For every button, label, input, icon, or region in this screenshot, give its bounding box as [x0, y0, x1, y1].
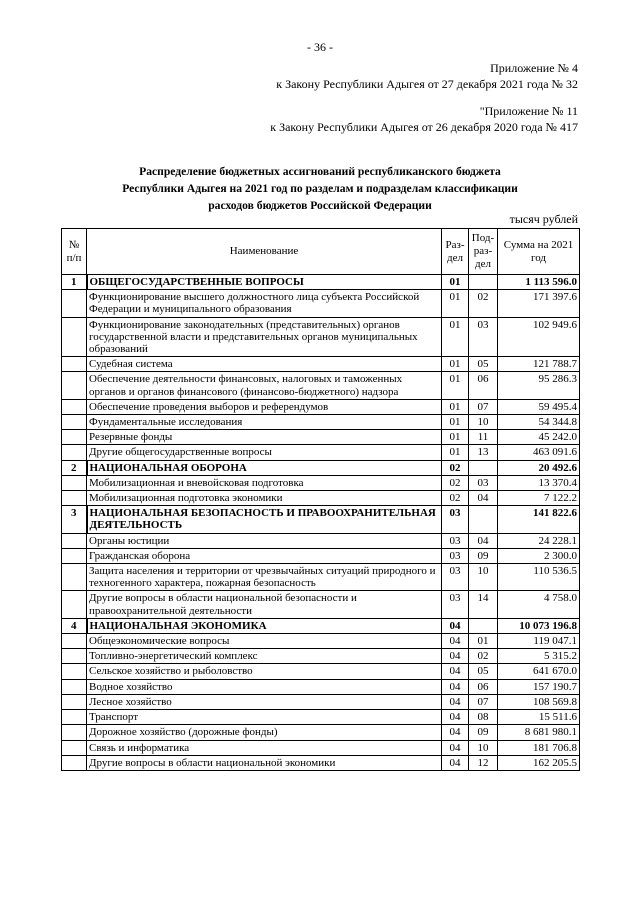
- row-number: [62, 445, 87, 460]
- row-podrazdel: 09: [469, 548, 498, 563]
- original-appendix-number: "Приложение № 11: [479, 104, 578, 118]
- table-row: [62, 372, 580, 399]
- row-podrazdel: 10: [469, 415, 498, 430]
- row-name: НАЦИОНАЛЬНАЯ ОБОРОНА: [87, 460, 442, 475]
- row-razdel: 04: [442, 740, 469, 755]
- row-razdel: 04: [442, 725, 469, 740]
- row-name: Судебная система: [87, 357, 442, 372]
- appendix-header: [276, 60, 578, 92]
- row-name: НАЦИОНАЛЬНАЯ БЕЗОПАСНОСТЬ И ПРАВООХРАНИТЕЛЬНАЯ ДЕЯТЕЛЬНОСТЬ: [87, 506, 442, 533]
- table-row: [62, 475, 580, 490]
- row-razdel: 04: [442, 664, 469, 679]
- row-name: Функционирование высшего должностного лица субъекта Российской Федерации и муниципального образования: [87, 290, 442, 317]
- row-number: [62, 679, 87, 694]
- row-sum: 2 300.0: [498, 548, 580, 563]
- row-name: Органы юстиции: [87, 533, 442, 548]
- row-podrazdel: 13: [469, 445, 498, 460]
- row-sum: 463 091.6: [498, 445, 580, 460]
- table-row: [62, 415, 580, 430]
- title-line: Республики Адыгея на 2021 год по разделам и подразделам классификации: [122, 182, 518, 195]
- row-razdel: 01: [442, 430, 469, 445]
- row-razdel: 01: [442, 445, 469, 460]
- row-podrazdel: 02: [469, 649, 498, 664]
- row-razdel: 03: [442, 548, 469, 563]
- row-podrazdel: 03: [469, 317, 498, 357]
- table-row: [62, 357, 580, 372]
- row-sum: 171 397.6: [498, 290, 580, 317]
- row-name: Дорожное хозяйство (дорожные фонды): [87, 725, 442, 740]
- row-sum: 8 681 980.1: [498, 725, 580, 740]
- row-razdel: 02: [442, 460, 469, 475]
- table-row: [62, 430, 580, 445]
- row-razdel: 03: [442, 591, 469, 618]
- row-number: [62, 564, 87, 591]
- row-number: [62, 710, 87, 725]
- row-name: ОБЩЕГОСУДАРСТВЕННЫЕ ВОПРОСЫ: [87, 275, 442, 290]
- budget-table: [61, 228, 580, 771]
- row-sum: 119 047.1: [498, 634, 580, 649]
- row-sum: 157 190.7: [498, 679, 580, 694]
- row-podrazdel: 01: [469, 634, 498, 649]
- row-podrazdel: 09: [469, 725, 498, 740]
- row-razdel: 03: [442, 506, 469, 533]
- row-podrazdel: 11: [469, 430, 498, 445]
- header-razdel: Раз-дел: [442, 229, 469, 275]
- row-razdel: 03: [442, 564, 469, 591]
- row-name: Общеэкономические вопросы: [87, 634, 442, 649]
- row-sum: 121 788.7: [498, 357, 580, 372]
- row-podrazdel: 05: [469, 357, 498, 372]
- row-number: [62, 649, 87, 664]
- table-row: [62, 317, 580, 357]
- row-name: Другие вопросы в области национальной безопасности и правоохранительной деятельности: [87, 591, 442, 618]
- row-razdel: 01: [442, 357, 469, 372]
- row-name: Гражданская оборона: [87, 548, 442, 563]
- row-name: Лесное хозяйство: [87, 694, 442, 709]
- row-number: 3: [62, 506, 87, 533]
- table-row: [62, 710, 580, 725]
- row-podrazdel: 07: [469, 694, 498, 709]
- row-sum: 20 492.6: [498, 460, 580, 475]
- row-razdel: 01: [442, 399, 469, 414]
- row-razdel: 02: [442, 491, 469, 506]
- row-razdel: 03: [442, 533, 469, 548]
- table-row: [62, 649, 580, 664]
- appendix-law-reference: к Закону Республики Адыгея от 27 декабря 2021 года № 32: [276, 77, 578, 91]
- document-title: [60, 163, 580, 214]
- row-razdel: 04: [442, 618, 469, 633]
- row-number: [62, 372, 87, 399]
- row-razdel: 01: [442, 317, 469, 357]
- table-row: [62, 755, 580, 770]
- row-number: [62, 475, 87, 490]
- row-number: [62, 755, 87, 770]
- table-row: [62, 399, 580, 414]
- row-podrazdel: 07: [469, 399, 498, 414]
- row-number: [62, 491, 87, 506]
- row-name: НАЦИОНАЛЬНАЯ ЭКОНОМИКА: [87, 618, 442, 633]
- row-razdel: 01: [442, 275, 469, 290]
- row-number: [62, 548, 87, 563]
- row-razdel: 04: [442, 710, 469, 725]
- row-podrazdel: 05: [469, 664, 498, 679]
- row-podrazdel: 12: [469, 755, 498, 770]
- row-podrazdel: 06: [469, 372, 498, 399]
- row-number: [62, 415, 87, 430]
- row-name: Мобилизационная и вневойсковая подготовка: [87, 475, 442, 490]
- row-sum: 15 511.6: [498, 710, 580, 725]
- row-podrazdel: 02: [469, 290, 498, 317]
- row-podrazdel: 06: [469, 679, 498, 694]
- table-row: [62, 740, 580, 755]
- row-razdel: 04: [442, 694, 469, 709]
- row-sum: 10 073 196.8: [498, 618, 580, 633]
- row-sum: 95 286.3: [498, 372, 580, 399]
- row-razdel: 04: [442, 755, 469, 770]
- table-row: [62, 548, 580, 563]
- row-sum: 4 758.0: [498, 591, 580, 618]
- row-podrazdel: [469, 275, 498, 290]
- header-sum: Сумма на 2021 год: [498, 229, 580, 275]
- row-sum: 102 949.6: [498, 317, 580, 357]
- row-sum: 24 228.1: [498, 533, 580, 548]
- row-sum: 7 122.2: [498, 491, 580, 506]
- original-law-reference: к Закону Республики Адыгея от 26 декабря 2020 года № 417: [270, 120, 578, 134]
- row-number: [62, 290, 87, 317]
- section-row: [62, 618, 580, 633]
- row-sum: 54 344.8: [498, 415, 580, 430]
- row-name: Защита населения и территории от чрезвычайных ситуаций природного и техногенного характера, пожарная безопасность: [87, 564, 442, 591]
- row-number: [62, 399, 87, 414]
- row-sum: 5 315.2: [498, 649, 580, 664]
- table-row: [62, 725, 580, 740]
- row-number: 1: [62, 275, 87, 290]
- row-name: Сельское хозяйство и рыболовство: [87, 664, 442, 679]
- row-name: Транспорт: [87, 710, 442, 725]
- row-sum: 162 205.5: [498, 755, 580, 770]
- row-podrazdel: 04: [469, 533, 498, 548]
- row-number: [62, 694, 87, 709]
- row-razdel: 02: [442, 475, 469, 490]
- table-row: [62, 445, 580, 460]
- table-row: [62, 491, 580, 506]
- row-podrazdel: 10: [469, 564, 498, 591]
- row-number: [62, 664, 87, 679]
- units-label: тысяч рублей: [509, 212, 578, 226]
- row-podrazdel: 14: [469, 591, 498, 618]
- table-row: [62, 564, 580, 591]
- title-line: расходов бюджетов Российской Федерации: [208, 199, 432, 212]
- row-number: [62, 740, 87, 755]
- row-sum: 59 495.4: [498, 399, 580, 414]
- table-header-row: [62, 229, 580, 275]
- row-number: [62, 357, 87, 372]
- row-number: [62, 533, 87, 548]
- row-number: [62, 634, 87, 649]
- row-razdel: 04: [442, 634, 469, 649]
- table-row: [62, 290, 580, 317]
- row-sum: 1 113 596.0: [498, 275, 580, 290]
- row-number: [62, 591, 87, 618]
- row-razdel: 01: [442, 415, 469, 430]
- table-row: [62, 591, 580, 618]
- original-appendix-header: [270, 103, 578, 135]
- row-razdel: 04: [442, 679, 469, 694]
- row-name: Мобилизационная подготовка экономики: [87, 491, 442, 506]
- table-row: [62, 533, 580, 548]
- row-podrazdel: 10: [469, 740, 498, 755]
- row-number: [62, 725, 87, 740]
- row-name: Обеспечение деятельности финансовых, налоговых и таможенных органов и органов финансового (финансово-бюджетного) надзора: [87, 372, 442, 399]
- row-name: Связь и информатика: [87, 740, 442, 755]
- row-number: [62, 317, 87, 357]
- row-sum: 110 536.5: [498, 564, 580, 591]
- row-razdel: 01: [442, 372, 469, 399]
- row-number: 2: [62, 460, 87, 475]
- row-sum: 13 370.4: [498, 475, 580, 490]
- row-name: Резервные фонды: [87, 430, 442, 445]
- header-podrazdel: Под-раз-дел: [469, 229, 498, 275]
- row-number: 4: [62, 618, 87, 633]
- row-sum: 141 822.6: [498, 506, 580, 533]
- table-row: [62, 679, 580, 694]
- row-number: [62, 430, 87, 445]
- row-name: Водное хозяйство: [87, 679, 442, 694]
- section-row: [62, 275, 580, 290]
- row-podrazdel: 08: [469, 710, 498, 725]
- page-number: - 36 -: [307, 40, 333, 54]
- row-razdel: 01: [442, 290, 469, 317]
- section-row: [62, 506, 580, 533]
- appendix-number: Приложение № 4: [490, 61, 578, 75]
- header-name: Наименование: [87, 229, 442, 275]
- row-name: Другие вопросы в области национальной экономики: [87, 755, 442, 770]
- row-name: Обеспечение проведения выборов и референдумов: [87, 399, 442, 414]
- row-sum: 641 670.0: [498, 664, 580, 679]
- row-name: Другие общегосударственные вопросы: [87, 445, 442, 460]
- row-podrazdel: [469, 460, 498, 475]
- title-line: Распределение бюджетных ассигнований республиканского бюджета: [139, 165, 501, 178]
- section-row: [62, 460, 580, 475]
- row-sum: 108 569.8: [498, 694, 580, 709]
- header-number: № п/п: [62, 229, 87, 275]
- row-sum: 181 706.8: [498, 740, 580, 755]
- table-row: [62, 694, 580, 709]
- table-row: [62, 634, 580, 649]
- row-podrazdel: [469, 618, 498, 633]
- row-razdel: 04: [442, 649, 469, 664]
- row-name: Функционирование законодательных (представительных) органов государственной власти и представительных органов муниципальных образований: [87, 317, 442, 357]
- table-body: [62, 275, 580, 771]
- row-name: Топливно-энергетический комплекс: [87, 649, 442, 664]
- row-podrazdel: 03: [469, 475, 498, 490]
- row-sum: 45 242.0: [498, 430, 580, 445]
- row-name: Фундаментальные исследования: [87, 415, 442, 430]
- row-podrazdel: 04: [469, 491, 498, 506]
- table-row: [62, 664, 580, 679]
- row-podrazdel: [469, 506, 498, 533]
